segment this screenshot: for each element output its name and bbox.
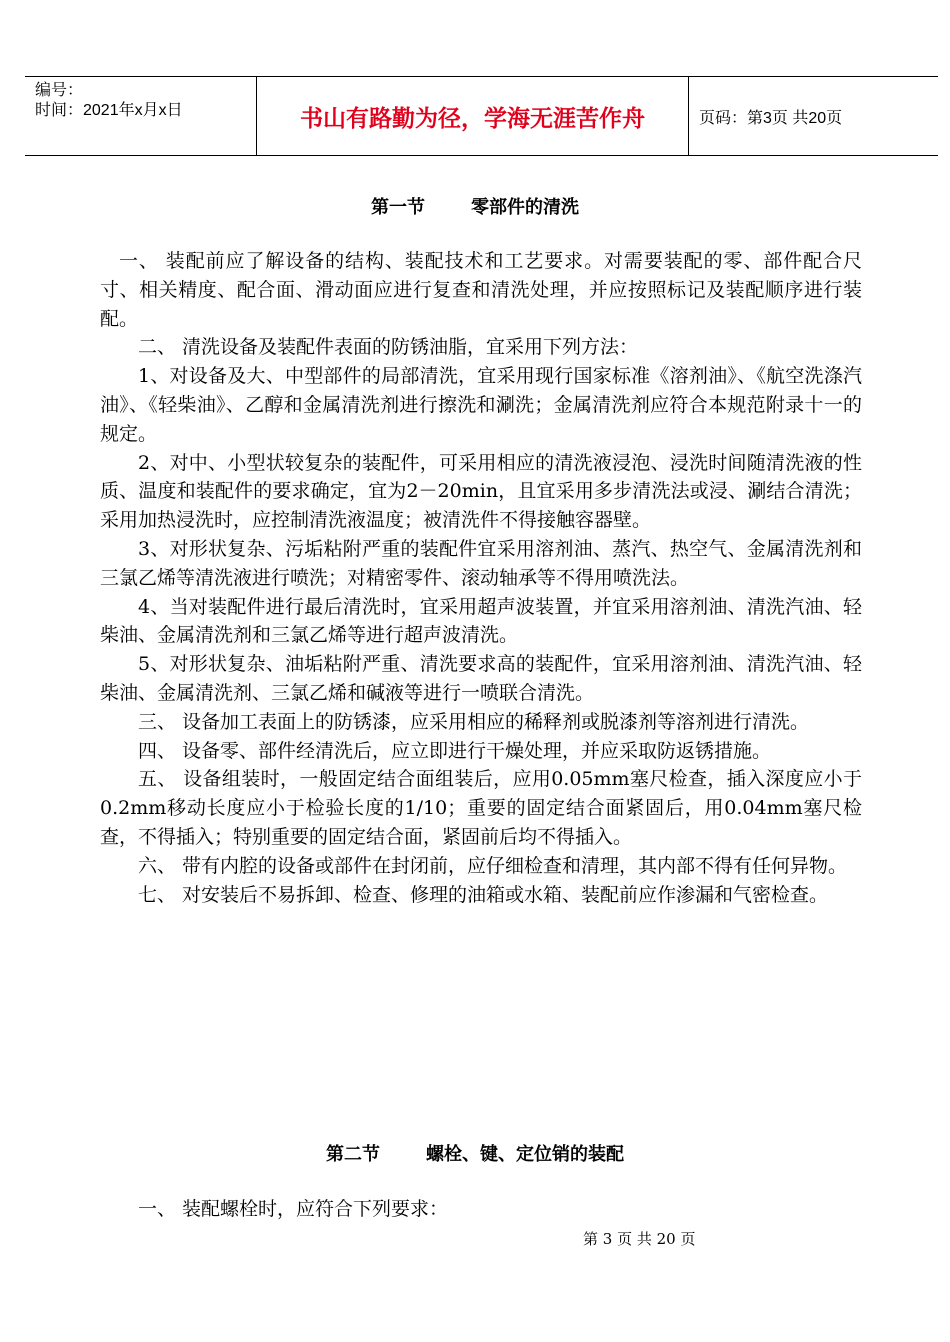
paragraph: 六、 带有内腔的设备或部件在封闭前，应仔细检查和清理，其内部不得有任何异物。: [138, 854, 848, 877]
header-page-code: 页码：第3页 共20页: [699, 109, 843, 127]
section-2-body: [100, 1195, 862, 1224]
footer-page-number: 第 3 页 共 20 页: [583, 1230, 696, 1248]
paragraph: 2、对中、小型状较复杂的装配件，可采用相应的清洗液浸泡、浸洗时间随清洗液的性质、温度和装配件的要求确定，宜为2－20min，且宜采用多步清洗法或浸、涮结合清洗；采用加热浸洗时，应控制清洗液温度；被清洗件不得接触容器壁。: [100, 451, 862, 532]
page-header: [25, 76, 938, 156]
section-number: 第二节: [326, 1144, 380, 1165]
paragraph: 一、 装配螺栓时，应符合下列要求：: [138, 1198, 449, 1220]
document-time-label: 时间：2021年x月x日: [35, 102, 183, 119]
paragraph: 5、对形状复杂、油垢粘附严重、清洗要求高的装配件，宜采用溶剂油、清洗汽油、轻柴油、金属清洗剂、三氯乙烯和碱液等进行一喷联合清洗。: [100, 653, 862, 704]
section-title-1: [0, 193, 950, 219]
paragraph: 二、 清洗设备及装配件表面的防锈油脂，宜采用下列方法：: [138, 336, 639, 359]
paragraph: 三、 设备加工表面上的防锈漆，应采用相应的稀释剂或脱漆剂等溶剂进行清洗。: [138, 710, 810, 733]
paragraph: 五、 设备组装时，一般固定结合面组装后，应用0.05mm塞尺检查，插入深度应小于0.2mm移动长度应小于检验长度的1/10；重要的固定结合面紧固后，用0.04mm塞尺检查，不得插入；特别重要的固定结合面，紧固前后均不得插入。: [100, 768, 862, 848]
section-title-2: [0, 1140, 950, 1166]
paragraph: 4、当对装配件进行最后清洗时，宜采用超声波装置，并宜采用溶剂油、清洗汽油、轻柴油、金属清洗剂和三氯乙烯等进行超声波清洗。: [100, 595, 862, 647]
paragraph: 四、 设备零、部件经清洗后，应立即进行干燥处理，并应采取防返锈措施。: [138, 739, 772, 762]
paragraph: 七、 对安装后不易拆卸、检查、修理的油箱或水箱、装配前应作渗漏和气密检查。: [138, 883, 829, 906]
paragraph: 1、对设备及大、中型部件的局部清洗，宜采用现行国家标准《溶剂油》、《航空洗涤汽油》、《轻柴油》、乙醇和金属清洗剂进行擦洗和涮洗；金属清洗剂应符合本规范附录十一的规定。: [100, 365, 862, 445]
section-heading: 螺栓、键、定位销的装配: [426, 1144, 624, 1165]
paragraph: 一、 装配前应了解设备的结构、装配技术和工艺要求。对需要装配的零、部件配合尺寸、相关精度、配合面、滑动面应进行复查和清洗处理，并应按照标记及装配顺序进行装配。: [100, 250, 862, 330]
header-motto: 书山有路勤为径，学海无涯苦作舟: [257, 77, 689, 155]
header-meta: [25, 77, 257, 155]
section-heading: 零部件的清洗: [471, 197, 579, 218]
paragraph: 3、对形状复杂、污垢粘附严重的装配件宜采用溶剂油、蒸汽、热空气、金属清洗剂和三氯乙烯等清洗液进行喷洗；对精密零件、滚动轴承等不得用喷洗法。: [100, 537, 862, 589]
section-number: 第一节: [371, 197, 425, 218]
document-number-label: 编号：: [35, 82, 84, 99]
section-1-body: [100, 247, 862, 909]
